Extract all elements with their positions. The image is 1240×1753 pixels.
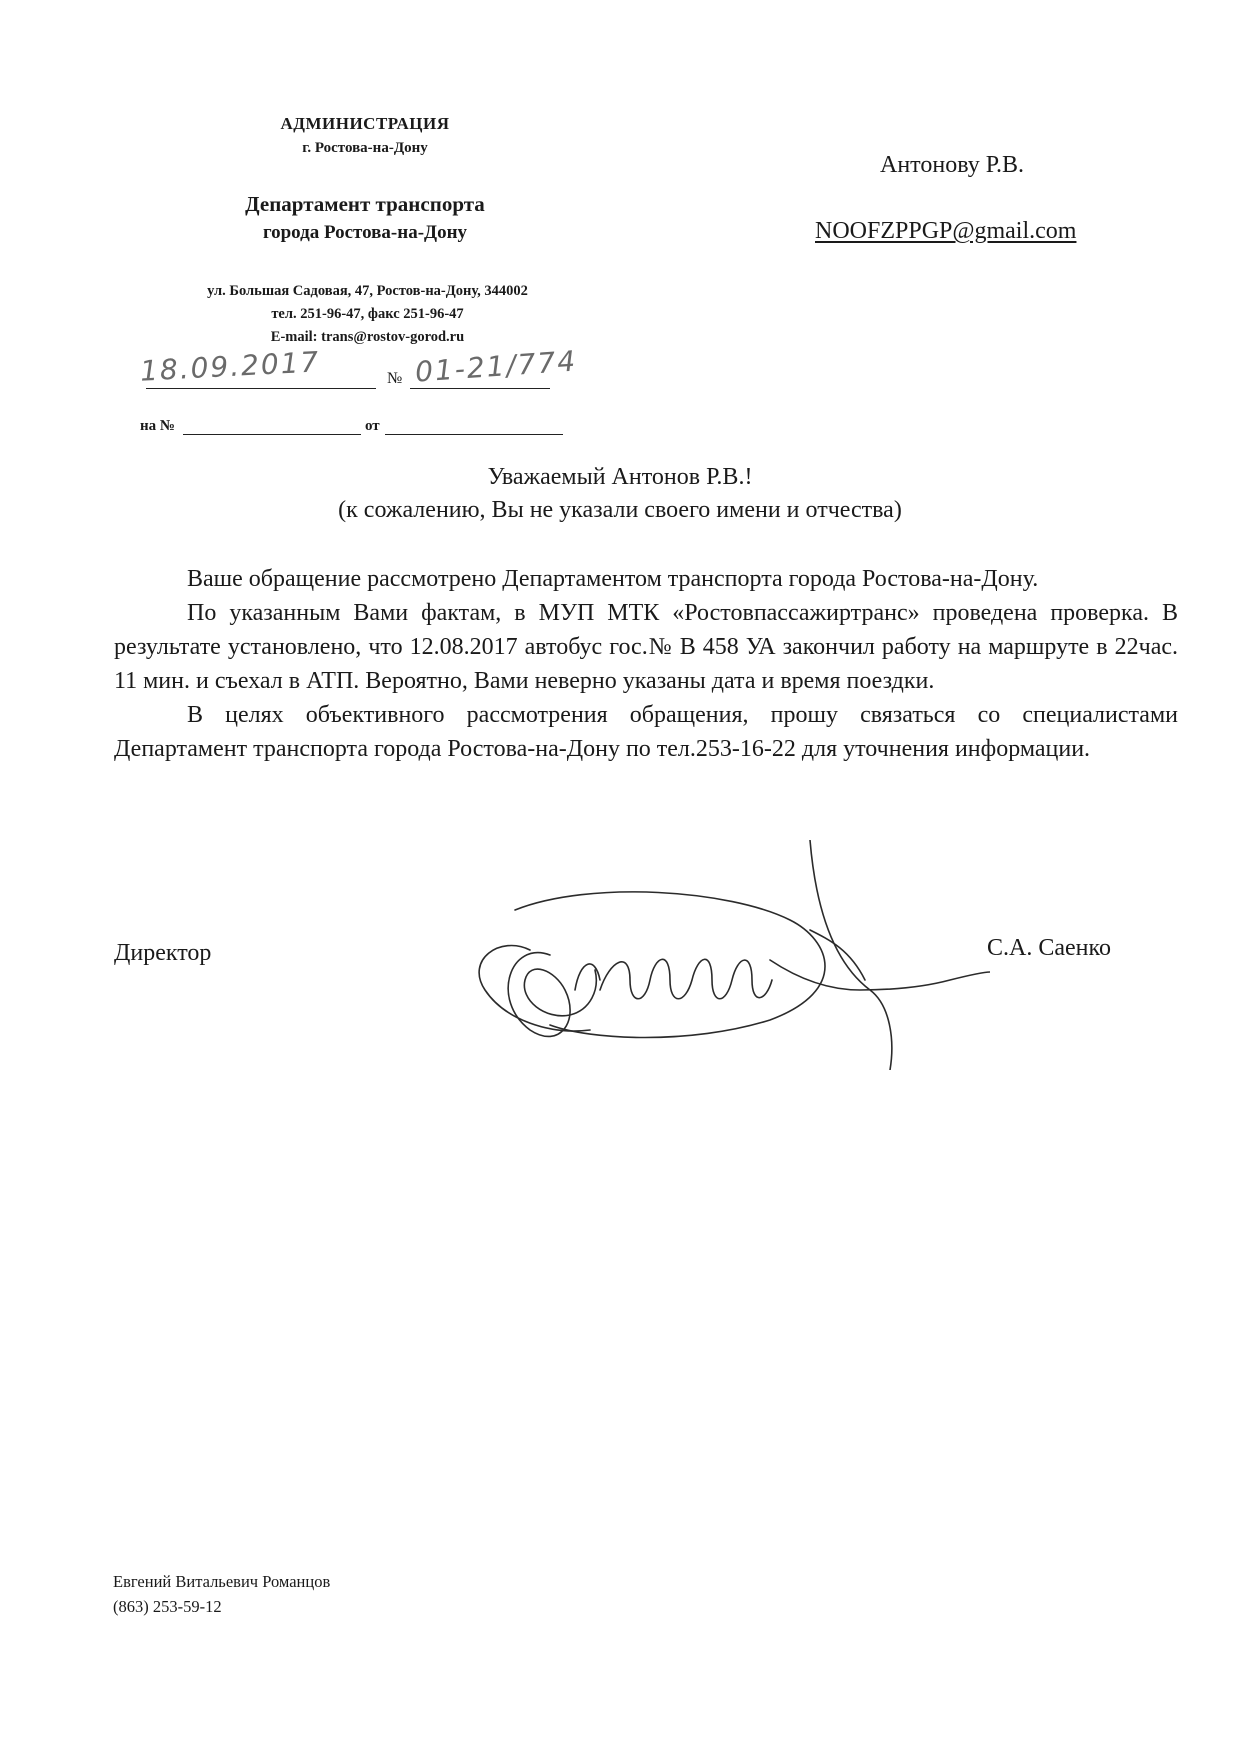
salutation: Уважаемый Антонов Р.В.! bbox=[487, 464, 753, 490]
handwritten-signature bbox=[470, 840, 990, 1070]
executor-name: Евгений Витальевич Романцов bbox=[113, 1572, 331, 1591]
letterhead-email: E-mail: trans@rostov-gorod.ru bbox=[270, 329, 465, 345]
letterhead-admin-city: г. Ростова-на-Дону bbox=[302, 140, 428, 156]
body-paragraph: По указанным Вами фактам, в МУП МТК «Ростовпассажиртранс» проведена проверка. В результате установлено, что 12.08.2017 автобус гос.№ В 458 УА закончил работу на маршруте в 22час. 11 мин. и съехал в АТП. Вероятно, Вами неверно указаны дата и время поездки. bbox=[114, 600, 1178, 694]
date-underline bbox=[146, 388, 376, 389]
recipient-email: NOOFZPPGP@gmail.com bbox=[815, 218, 1077, 244]
executor-phone: (863) 253-59-12 bbox=[113, 1597, 222, 1616]
letterhead-department-title: Департамент транспорта bbox=[245, 192, 485, 216]
letterhead-department-city: города Ростова-на-Дону bbox=[262, 222, 468, 243]
letter-body bbox=[114, 562, 1178, 766]
from-label: от bbox=[365, 418, 380, 434]
salutation-note: (к сожалению, Вы не указали своего имени и отчества) bbox=[338, 497, 902, 523]
letterhead-phone: тел. 251-96-47, факс 251-96-47 bbox=[271, 306, 464, 322]
signer-title: Директор bbox=[114, 940, 212, 966]
letterhead-address-block bbox=[110, 280, 625, 349]
signer-name: С.А. Саенко bbox=[987, 935, 1111, 961]
letterhead-address: ул. Большая Садовая, 47, Ростов-на-Дону, 344002 bbox=[207, 283, 528, 299]
number-label: № bbox=[387, 370, 403, 387]
reference-label: на № bbox=[140, 418, 175, 434]
number-underline bbox=[410, 388, 550, 389]
handwritten-date: 18.09.2017 bbox=[139, 345, 322, 388]
letterhead-admin-title: АДМИНИСТРАЦИЯ bbox=[280, 114, 450, 133]
body-paragraph: Ваше обращение рассмотрено Департаментом транспорта города Ростова-на-Дону. bbox=[187, 566, 1039, 592]
reference-underline bbox=[183, 434, 361, 435]
from-underline bbox=[385, 434, 563, 435]
recipient-name: Антонову Р.В. bbox=[880, 152, 1025, 178]
handwritten-number: 01-21/774 bbox=[414, 344, 579, 389]
body-paragraph: В целях объективного рассмотрения обращения, прошу связаться со специалистами Департамент транспорта города Ростова-на-Дону по тел.253-16-22 для уточнения информации. bbox=[114, 702, 1178, 762]
